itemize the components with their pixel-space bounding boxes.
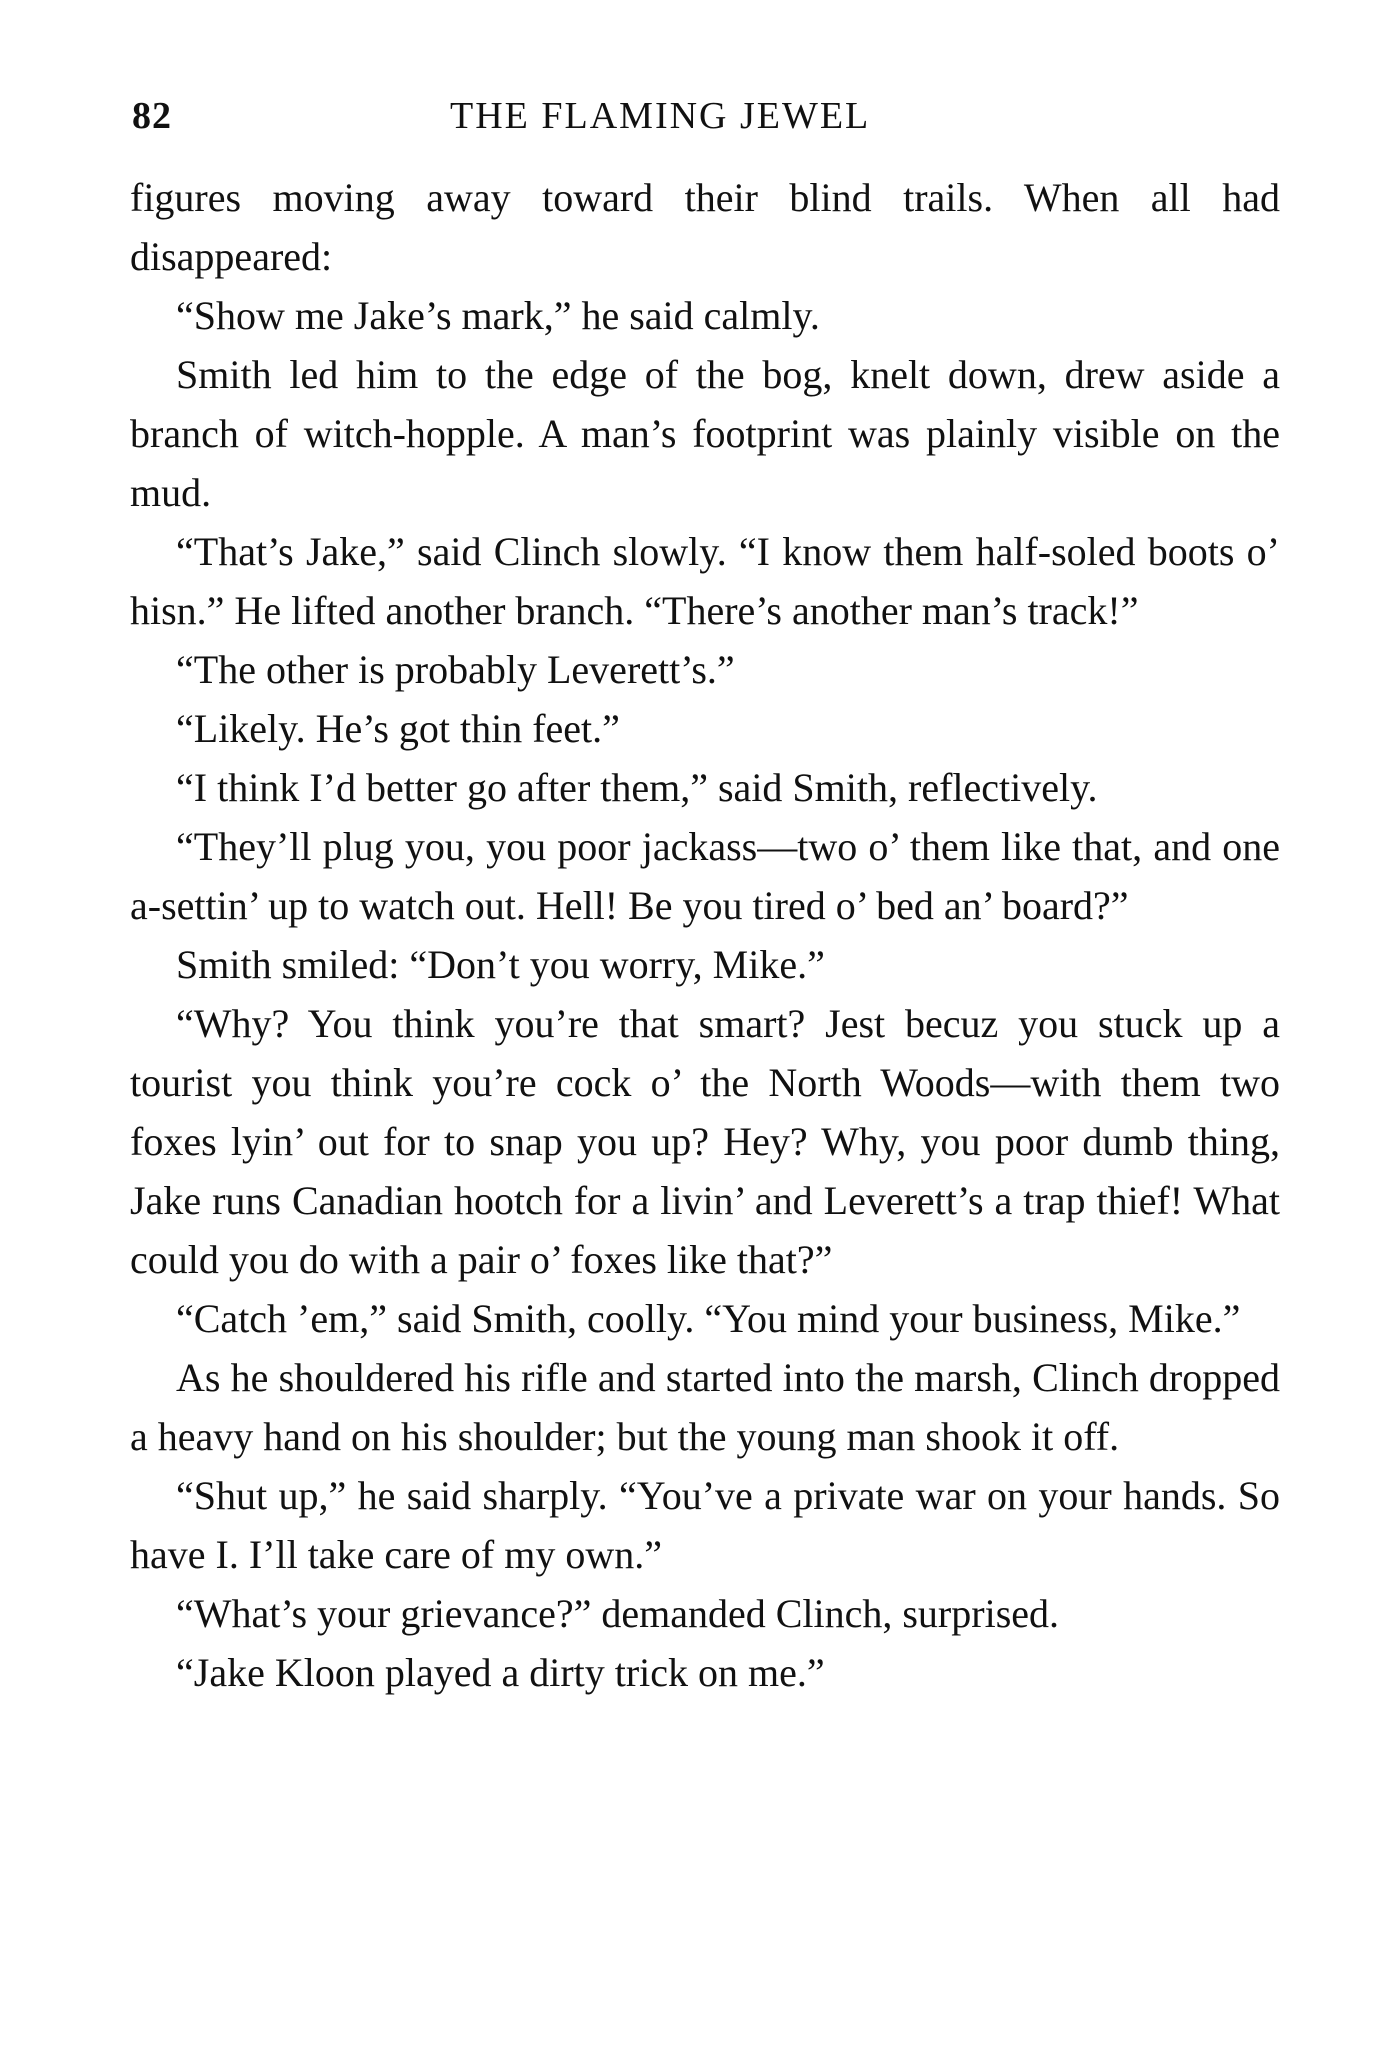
paragraph: “Likely. He’s got thin feet.” bbox=[176, 706, 620, 751]
paragraph: “Show me Jake’s mark,” he said calmly. bbox=[176, 293, 820, 338]
paragraph: “Shut up,” he said sharply. “You’ve a private war on your hands. So have I. I’ll take care of my own.” bbox=[130, 1473, 1280, 1577]
paragraph: “The other is probably Leverett’s.” bbox=[176, 647, 735, 692]
paragraph: As he shouldered his rifle and started into the marsh, Clinch dropped a heavy hand on his shoulder; but the young man shook it off. bbox=[130, 1355, 1280, 1459]
running-title: THE FLAMING JEWEL bbox=[450, 95, 871, 137]
paragraph: Smith led him to the edge of the bog, knelt down, drew aside a branch of witch-hopple. A man’s footprint was plainly visible on the mud. bbox=[130, 352, 1280, 515]
paragraph: “Why? You think you’re that smart? Jest becuz you stuck up a tourist you think you’re cock o’ the North Woods—with them two foxes lyin’ out for to snap you up? Hey? Why, you poor dumb thing, Jake runs Canadian hootch for a livin’ and Leverett’s a trap thief! What could you do with a pair o’ foxes like that?” bbox=[130, 1001, 1280, 1282]
paragraph: “Catch ’em,” said Smith, coolly. “You mind your business, Mike.” bbox=[176, 1296, 1241, 1341]
paragraph-continuation: figures moving away toward their blind trails. When all had disappeared: bbox=[130, 175, 1280, 279]
paragraph: “What’s your grievance?” demanded Clinch, surprised. bbox=[176, 1591, 1060, 1636]
paragraph: “They’ll plug you, you poor jackass—two o’ them like that, and one a-settin’ up to watch out. Hell! Be you tired o’ bed an’ board?” bbox=[130, 824, 1280, 928]
paragraph: “I think I’d better go after them,” said Smith, reflectively. bbox=[176, 765, 1098, 810]
page-number: 82 bbox=[132, 95, 172, 137]
paragraph: “Jake Kloon played a dirty trick on me.” bbox=[176, 1650, 825, 1695]
page-header bbox=[132, 90, 1282, 150]
paragraph: Smith smiled: “Don’t you worry, Mike.” bbox=[176, 942, 825, 987]
paragraph: “That’s Jake,” said Clinch slowly. “I know them half-soled boots o’ hisn.” He lifted another branch. “There’s another man’s track!” bbox=[130, 529, 1280, 633]
body-text bbox=[130, 168, 1280, 1702]
